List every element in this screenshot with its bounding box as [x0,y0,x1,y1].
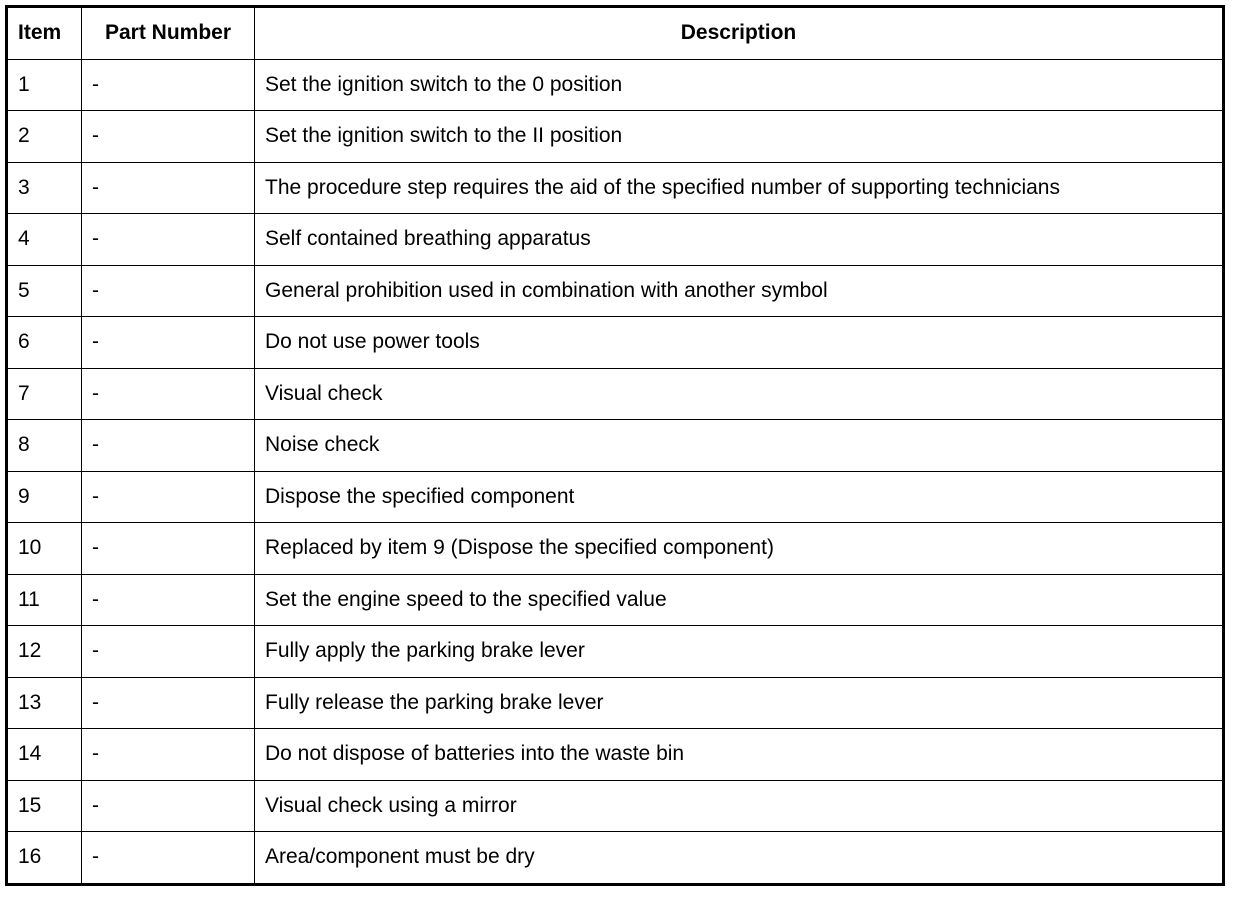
header-item: Item [7,7,82,60]
table-row [7,471,1224,523]
cell-description: The procedure step requires the aid of the specified number of supporting technicians [255,162,1224,214]
table-row [7,780,1224,832]
cell-part-number: - [82,162,255,214]
table-row [7,626,1224,678]
table-row [7,729,1224,781]
table-row [7,574,1224,626]
cell-part-number: - [82,626,255,678]
cell-part-number: - [82,420,255,472]
cell-item: 2 [7,111,82,163]
cell-description: Visual check using a mirror [255,780,1224,832]
cell-description: General prohibition used in combination with another symbol [255,265,1224,317]
cell-item: 1 [7,59,82,111]
cell-item: 9 [7,471,82,523]
cell-part-number: - [82,574,255,626]
cell-item: 13 [7,677,82,729]
symbols-table-container [5,5,1225,886]
cell-part-number: - [82,677,255,729]
cell-item: 8 [7,420,82,472]
cell-description: Visual check [255,368,1224,420]
table-row [7,677,1224,729]
cell-item: 4 [7,214,82,266]
cell-item: 5 [7,265,82,317]
header-part-number: Part Number [82,7,255,60]
table-row [7,420,1224,472]
cell-description: Set the engine speed to the specified value [255,574,1224,626]
table-row [7,523,1224,575]
cell-part-number: - [82,523,255,575]
cell-item: 15 [7,780,82,832]
cell-part-number: - [82,214,255,266]
cell-part-number: - [82,832,255,885]
symbols-table [5,5,1225,886]
cell-part-number: - [82,471,255,523]
cell-item: 11 [7,574,82,626]
cell-description: Self contained breathing apparatus [255,214,1224,266]
cell-description: Replaced by item 9 (Dispose the specified component) [255,523,1224,575]
cell-description: Set the ignition switch to the II position [255,111,1224,163]
cell-item: 10 [7,523,82,575]
cell-item: 6 [7,317,82,369]
table-row [7,265,1224,317]
cell-part-number: - [82,111,255,163]
cell-description: Do not use power tools [255,317,1224,369]
table-row [7,368,1224,420]
cell-description: Fully release the parking brake lever [255,677,1224,729]
cell-item: 16 [7,832,82,885]
cell-description: Noise check [255,420,1224,472]
cell-part-number: - [82,729,255,781]
table-row [7,317,1224,369]
cell-description: Dispose the specified component [255,471,1224,523]
cell-description: Do not dispose of batteries into the waste bin [255,729,1224,781]
table-row [7,59,1224,111]
cell-description: Set the ignition switch to the 0 position [255,59,1224,111]
cell-item: 7 [7,368,82,420]
cell-description: Area/component must be dry [255,832,1224,885]
cell-part-number: - [82,59,255,111]
cell-part-number: - [82,368,255,420]
cell-part-number: - [82,265,255,317]
cell-item: 12 [7,626,82,678]
cell-description: Fully apply the parking brake lever [255,626,1224,678]
cell-part-number: - [82,780,255,832]
table-row [7,111,1224,163]
header-description: Description [255,7,1224,60]
cell-item: 14 [7,729,82,781]
table-row [7,162,1224,214]
table-header-row [7,7,1224,60]
table-row [7,214,1224,266]
cell-part-number: - [82,317,255,369]
cell-item: 3 [7,162,82,214]
table-row [7,832,1224,885]
